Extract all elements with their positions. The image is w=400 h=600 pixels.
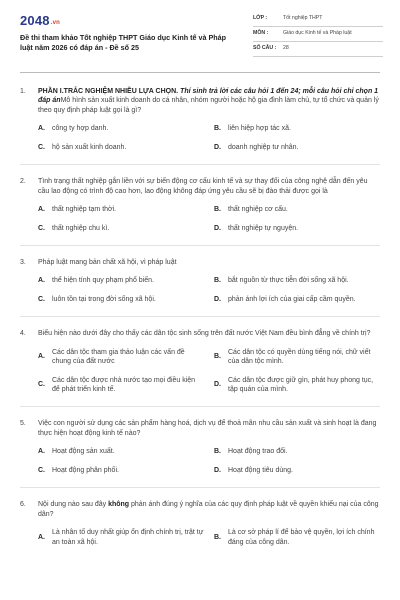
info-row-count [253, 42, 383, 57]
question-number: 5. [20, 420, 26, 428]
logo-text: 2048 [20, 13, 50, 28]
option-d[interactable] [214, 295, 380, 304]
option-d[interactable] [214, 224, 380, 233]
option-c[interactable] [38, 143, 204, 152]
option-letter: D. [214, 381, 221, 389]
question-list [0, 73, 400, 547]
option-letter: C. [38, 143, 45, 151]
question-number: 2. [20, 178, 26, 186]
option-b[interactable] [214, 205, 380, 214]
option-list [38, 447, 380, 475]
question-stem-start: Nội dung nào sau đây [38, 501, 109, 509]
question-item [20, 500, 380, 547]
option-letter: D. [214, 295, 221, 303]
option-b[interactable] [214, 447, 380, 456]
option-c[interactable] [38, 376, 204, 395]
question-item [20, 329, 380, 394]
option-a[interactable] [38, 447, 204, 456]
question-number: 3. [20, 258, 26, 266]
option-text: Hoạt động phân phối. [52, 466, 119, 474]
question-body [38, 258, 380, 304]
question-body [38, 87, 380, 152]
option-text: phản ánh lợi ích của giai cấp cầm quyền. [228, 295, 356, 303]
question-body [38, 329, 380, 394]
option-letter: C. [38, 224, 45, 232]
question-number: 4. [20, 330, 26, 338]
option-text: Là cơ sở pháp lí để bảo vệ quyền, lợi ích chính đáng của công dân. [228, 529, 375, 546]
option-letter: B. [214, 448, 221, 456]
info-row-class [253, 12, 383, 27]
option-list [38, 205, 380, 233]
option-c[interactable] [38, 295, 204, 304]
option-letter: B. [214, 533, 221, 541]
option-b[interactable] [214, 528, 380, 547]
option-letter: A. [38, 353, 45, 361]
option-text: thất nghiệp chu kì. [52, 224, 110, 232]
option-text: Hoạt động sản xuất. [52, 448, 115, 456]
option-text: thất nghiệp tự nguyện. [228, 224, 299, 232]
info-value: 28 [283, 45, 289, 52]
question-separator [20, 406, 380, 407]
option-c[interactable] [38, 466, 204, 475]
question-number: 6. [20, 501, 26, 509]
option-letter: D. [214, 143, 221, 151]
option-text: Hoạt động trao đổi. [228, 448, 288, 456]
question-text [38, 87, 380, 115]
info-value: Giáo dục Kinh tế và Pháp luật [283, 30, 352, 37]
section-instruction: Thí sinh trả lời các câu hỏi 1 đến 24; mỗi câu hỏi chỉ chọn 1 đáp án [38, 88, 379, 105]
option-text: doanh nghiệp tư nhân. [228, 143, 299, 151]
question-item [20, 177, 380, 233]
info-key: MÔN : [253, 30, 269, 37]
option-list [38, 276, 380, 304]
option-text: thất nghiệp cơ cấu. [228, 206, 288, 214]
info-key: SỐ CÂU : [253, 45, 277, 52]
question-stem: Việc con người sử dụng các sản phẩm hàng hoá, dịch vụ để thoả mãn nhu cầu sản xuất và sinh hoạt là đang thực hiện hoạt động kinh tế nào? [38, 420, 377, 437]
option-text: bắt nguồn từ thực tiễn đời sống xã hội. [228, 277, 349, 285]
option-letter: B. [214, 353, 221, 361]
option-letter: A. [38, 206, 45, 214]
option-text: Các dân tộc tham gia thảo luận các vấn đề chung của đất nước [52, 348, 185, 366]
option-letter: C. [38, 381, 45, 389]
question-stem-emphasis: không [108, 501, 130, 509]
option-text: thất nghiệp tạm thời. [52, 206, 117, 214]
option-d[interactable] [214, 466, 380, 475]
info-table [253, 12, 383, 57]
option-letter: A. [38, 277, 45, 285]
option-a[interactable] [38, 205, 204, 214]
option-letter: A. [38, 533, 45, 541]
question-separator [20, 487, 380, 488]
option-text: thể hiện tính quy phạm phổ biến. [52, 277, 154, 285]
option-text: Là nhân tố duy nhất giúp ổn định chính trị, trật tự an toàn xã hội. [52, 529, 204, 546]
option-letter: D. [214, 466, 221, 474]
option-list [38, 348, 380, 395]
option-letter: C. [38, 295, 45, 303]
question-separator [20, 164, 380, 165]
info-row-subject [253, 27, 383, 42]
question-stem: Mô hình sản xuất kinh doanh do cá nhân, nhóm người hoặc hộ gia đình làm chủ, tự tổ chức và quản lý theo quy định pháp luật gọi là gì? [38, 97, 379, 114]
info-key: LỚP : [253, 15, 268, 22]
option-text: Hoạt động tiêu dùng. [228, 466, 293, 474]
option-text: công ty hợp danh. [52, 125, 109, 133]
section-heading: PHẦN I.TRẮC NGHIỆM NHIỀU LỰA CHỌN. [38, 88, 179, 95]
question-number: 1. [20, 88, 26, 95]
option-d[interactable] [214, 143, 380, 152]
option-b[interactable] [214, 348, 380, 367]
question-body [38, 177, 380, 233]
option-b[interactable] [214, 124, 380, 133]
option-list [38, 528, 380, 547]
question-text [38, 500, 380, 519]
option-c[interactable] [38, 224, 204, 233]
option-text: liên hiệp hợp tác xã. [228, 125, 291, 133]
page-header [0, 0, 400, 72]
question-separator [20, 245, 380, 246]
document-title: Đề thi tham khảo Tốt nghiệp THPT Giáo dục Kinh tế và Pháp luật năm 2026 có đáp án - Đề số 25 [20, 32, 227, 52]
option-d[interactable] [214, 376, 380, 395]
option-a[interactable] [38, 528, 204, 547]
option-text: Các dân tộc có quyền dùng tiếng nói, chữ viết của dân tộc mình. [228, 348, 371, 366]
option-text: luôn tồn tại trong đời sống xã hội. [52, 295, 156, 303]
question-body [38, 419, 380, 475]
option-text: hộ sản xuất kinh doanh. [52, 143, 127, 151]
option-letter: B. [214, 125, 221, 133]
question-item [20, 258, 380, 304]
option-letter: D. [214, 224, 221, 232]
option-text: Các dân tộc được nhà nước tạo mọi điều kiện để phát triển kinh tế. [52, 376, 196, 393]
option-list [38, 124, 380, 152]
question-stem: Pháp luật mang bản chất xã hội, vì pháp luật [38, 258, 177, 266]
question-item [20, 87, 380, 152]
option-b[interactable] [214, 276, 380, 285]
option-letter: B. [214, 206, 221, 214]
option-text: Các dân tộc được giữ gìn, phát huy phong tục, tập quán của mình. [228, 376, 374, 393]
option-a[interactable] [38, 276, 204, 285]
option-letter: A. [38, 448, 45, 456]
question-body [38, 500, 380, 547]
option-letter: C. [38, 466, 45, 474]
question-stem: Biểu hiện nào dưới đây cho thấy các dân tộc sinh sống trên đất nước Việt Nam đều bình đẳng về chính trị? [38, 330, 371, 338]
logo-suffix: .vn [50, 20, 61, 26]
question-separator [20, 316, 380, 317]
info-value: Tốt nghiệp THPT [283, 15, 323, 22]
option-a[interactable] [38, 124, 204, 133]
question-stem-end: phản ánh đúng ý nghĩa của các quy định pháp luật về quyền khiếu nại của công dân? [38, 501, 379, 518]
question-stem: Tình trạng thất nghiệp gắn liền với sự biến động cơ cấu kinh tế và sự thay đổi của công nghệ dẫn đến yêu cầu lao động có trình độ cao hơn, lao động không đáp ứng yêu cầu sẽ bị đào thải được gọi là [38, 178, 368, 195]
option-a[interactable] [38, 348, 204, 367]
option-letter: B. [214, 277, 221, 285]
question-item [20, 419, 380, 475]
option-letter: A. [38, 125, 45, 133]
